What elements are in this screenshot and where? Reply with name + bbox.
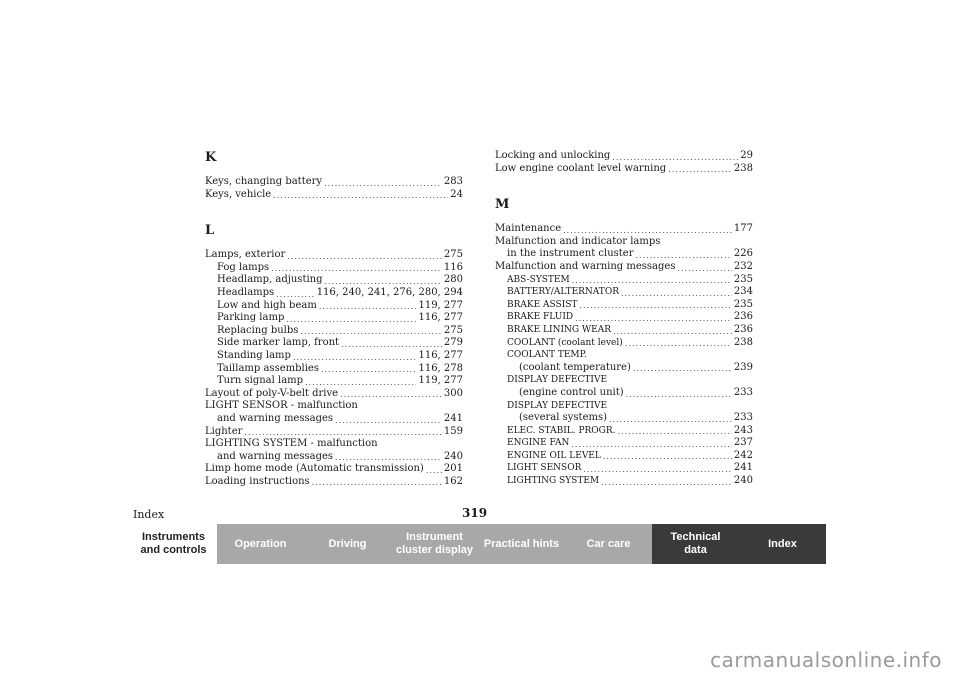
watermark: carmanualsonline.info (710, 648, 942, 672)
tab-practical-hints[interactable]: Practical hints (478, 524, 565, 564)
tab-instrument-cluster-display[interactable]: Instrument cluster display (391, 524, 478, 564)
index-entry[interactable]: Loading instructions ..... 162 (205, 476, 463, 489)
index-entry-heading: LIGHTING SYSTEM - malfunction (205, 438, 378, 450)
index-subentry[interactable]: Turn signal lamp ..... 119, 277 (205, 375, 463, 388)
index-entry-heading: LIGHT SENSOR - malfunction (205, 400, 358, 412)
index-subentry[interactable]: ENGINE FAN ..... 237 (495, 437, 753, 450)
section-letter-l: L (205, 223, 215, 239)
index-subentry[interactable]: Headlamp, adjusting ..... 280 (205, 274, 463, 287)
index-column-left (205, 150, 463, 488)
index-subentry-heading: COOLANT TEMP. (507, 350, 587, 361)
index-entry[interactable]: Malfunction and warning messages ..... 232 (495, 261, 753, 274)
index-subentry[interactable]: (coolant temperature) ..... 239 (495, 362, 753, 375)
index-subentry-heading: DISPLAY DEFECTIVE (507, 400, 608, 411)
index-entry[interactable]: Limp home mode (Automatic transmission) ..... 201 (205, 463, 463, 476)
index-entry[interactable]: Keys, changing battery ..... 283 (205, 176, 463, 189)
index-entry[interactable]: Layout of poly-V-belt drive ..... 300 (205, 388, 463, 401)
index-subentry[interactable]: Taillamp assemblies ..... 116, 278 (205, 363, 463, 376)
index-subentry[interactable]: Headlamps ..... 116, 240, 241, 276, 280, 294 (205, 287, 463, 300)
index-subentry[interactable]: Low and high beam ..... 119, 277 (205, 300, 463, 313)
index-entry[interactable]: and warning messages ..... 241 (205, 413, 463, 426)
index-subentry[interactable]: BRAKE FLUID ..... 236 (495, 311, 753, 324)
index-subentry[interactable]: Standing lamp ..... 116, 277 (205, 350, 463, 363)
tab-driving[interactable]: Driving (304, 524, 391, 564)
index-subentry[interactable]: Side marker lamp, front ..... 279 (205, 337, 463, 350)
index-entry-heading: Malfunction and indicator lamps (495, 235, 661, 247)
tab-instruments-and-controls[interactable]: Instruments and controls (130, 524, 217, 564)
tab-operation[interactable]: Operation (217, 524, 304, 564)
index-subentry[interactable]: BATTERY/ALTERNATOR ..... 234 (495, 286, 753, 299)
index-entry[interactable]: Low engine coolant level warning ..... 238 (495, 163, 753, 176)
page-number: 319 (462, 506, 488, 520)
index-subentry[interactable]: Parking lamp ..... 116, 277 (205, 312, 463, 325)
index-entry[interactable]: Lamps, exterior ..... 275 (205, 249, 463, 262)
index-subentry[interactable]: ELEC. STABIL. PROGR. ..... 243 (495, 425, 753, 438)
index-subentry[interactable]: COOLANT (coolant level) ..... 238 (495, 337, 753, 350)
tab-technical-data[interactable]: Technical data (652, 524, 739, 564)
index-entry[interactable]: Locking and unlocking ..... 29 (495, 150, 753, 163)
index-subentry[interactable]: ABS-SYSTEM ..... 235 (495, 274, 753, 287)
index-entry[interactable]: Lighter ..... 159 (205, 426, 463, 439)
chapter-tab-bar (130, 524, 826, 564)
index-entry[interactable]: and warning messages ..... 240 (205, 451, 463, 464)
tab-car-care[interactable]: Car care (565, 524, 652, 564)
index-subentry[interactable]: ENGINE OIL LEVEL ..... 242 (495, 450, 753, 463)
index-subentry[interactable]: Replacing bulbs ..... 275 (205, 325, 463, 338)
index-subentry[interactable]: LIGHTING SYSTEM ..... 240 (495, 475, 753, 488)
index-subentry[interactable]: Fog lamps ..... 116 (205, 262, 463, 275)
section-label: Index (133, 508, 165, 521)
index-entry[interactable]: in the instrument cluster ..... 226 (495, 248, 753, 261)
tab-index[interactable]: Index (739, 524, 826, 564)
index-entry[interactable]: Maintenance ..... 177 (495, 223, 753, 236)
section-letter-m: M (495, 197, 510, 213)
index-subentry[interactable]: LIGHT SENSOR ..... 241 (495, 462, 753, 475)
section-letter-k: K (205, 150, 217, 165)
index-column-right (495, 150, 753, 488)
index-subentry[interactable]: BRAKE LINING WEAR ..... 236 (495, 324, 753, 337)
index-subentry[interactable]: (engine control unit) ..... 233 (495, 387, 753, 400)
index-subentry[interactable]: (several systems) ..... 233 (495, 412, 753, 425)
index-subentry-heading: DISPLAY DEFECTIVE (507, 375, 608, 386)
index-subentry[interactable]: BRAKE ASSIST ..... 235 (495, 299, 753, 312)
index-entry[interactable]: Keys, vehicle ..... 24 (205, 189, 463, 202)
